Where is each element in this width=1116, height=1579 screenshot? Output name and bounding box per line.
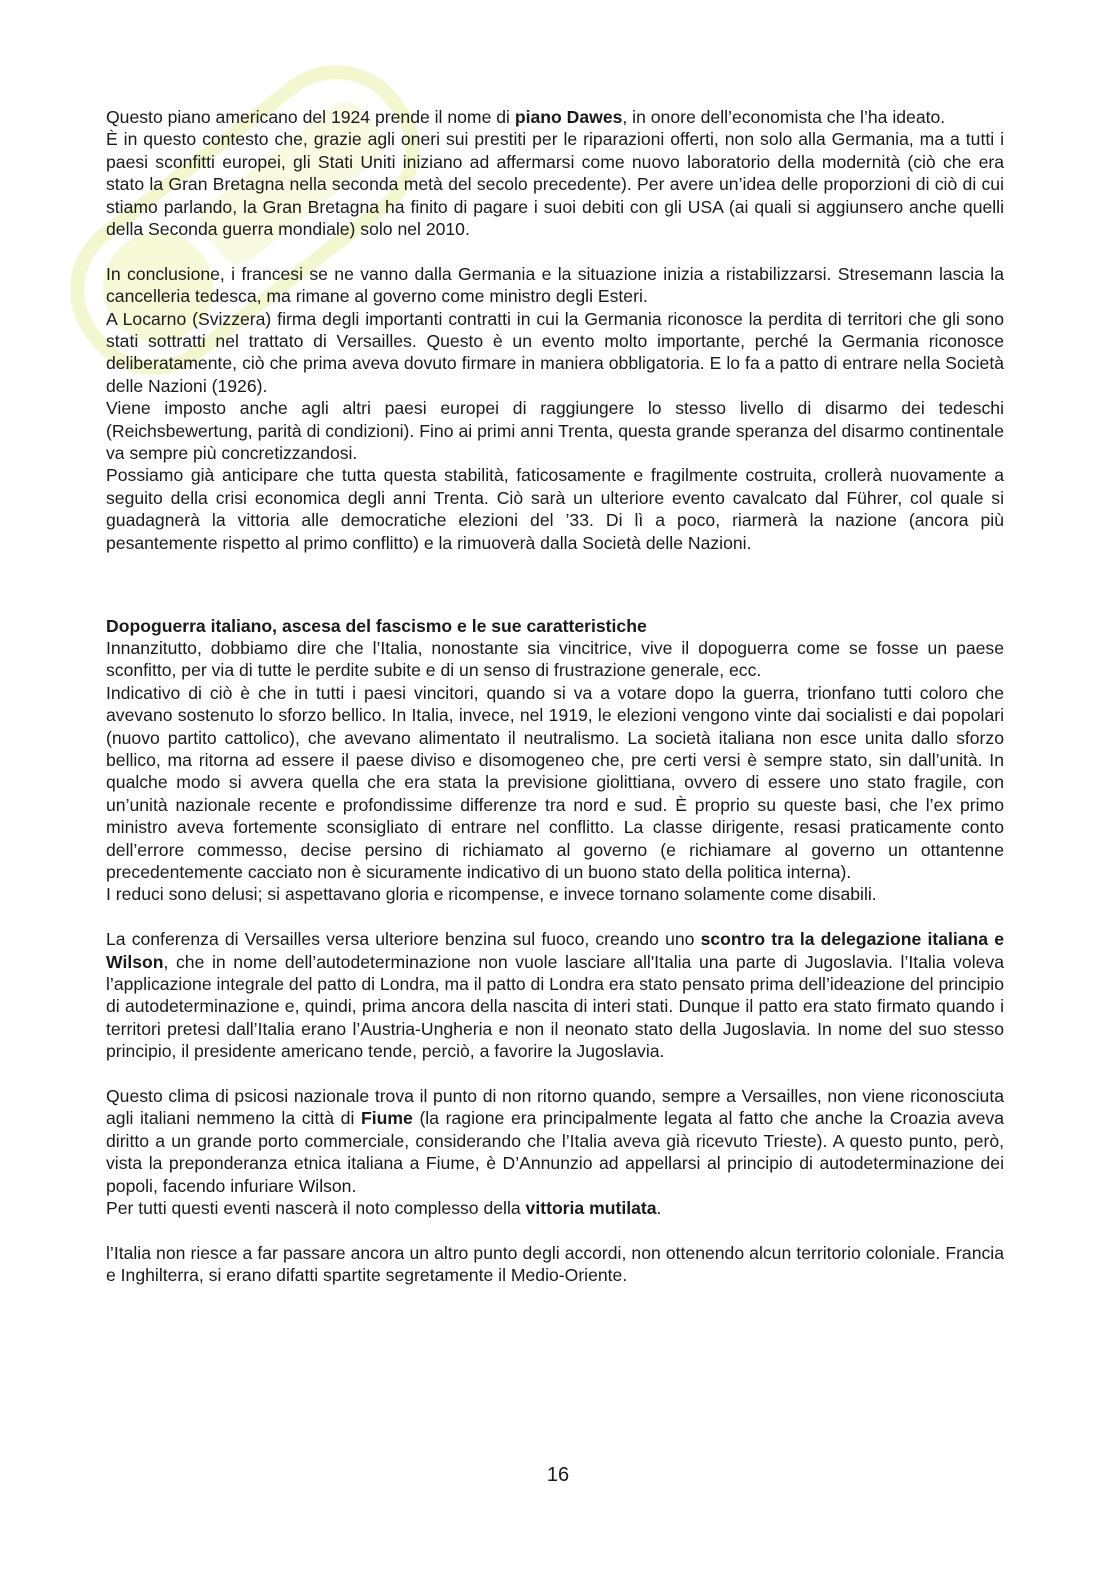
section-heading: Dopoguerra italiano, ascesa del fascismo e le sue caratteristiche	[106, 615, 647, 636]
term-fiume: Fiume	[361, 1108, 413, 1129]
paragraph-dopoguerra: Innanzitutto, dobbiamo dire che l’Italia, nonostante sia vincitrice, vive il dopoguerra come se fosse un paese sconfitto, per via di tutte le perdite subite e di un senso di frustrazione generale, ecc.	[106, 637, 1004, 681]
paragraph-stati-uniti: È in questo contesto che, grazie agli oneri sui prestiti per le riparazioni offerti, non solo alla Germania, ma a tutti i paesi sconfitti europei, gli Stati Uniti iniziano ad affermarsi come nuovo laboratorio della modernità (ciò che era stato la Gran Bretagna nella seconda metà del secolo precedente). Per avere un’idea delle proporzioni di ciò di cui stiamo parlando, la Gran Bretagna ha finito di pagare i suoi debiti con gli USA (ai quali si aggiunsero anche quelli della Seconda guerra mondiale) solo nel 2010.	[106, 129, 1004, 240]
paragraph-reduci: I reduci sono delusi; si aspettavano gloria e ricompense, e invece tornano solamente come disabili.	[106, 884, 877, 905]
paragraph-versailles: La conferenza di Versailles versa ulteriore benzina sul fuoco, creando uno scontro tra la delegazione italiana e Wilson, che in nome dell’autodeterminazione non vuole lasciare all'Italia una parte di Jugoslavia. l’Italia voleva l’applicazione integrale del patto di Londra, ma il patto di Londra era stato pensato prima dell’ideazione del principio di autodeterminazione e, quindi, prima ancora della nascita di interi stati. Dunque il patto era stato firmato quando i territori pretesi dall’Italia erano l’Austria-Ungheria e non il neonato stato della Jugoslavia. In nome del suo stesso principio, il presidente americano tende, perciò, a favorire la Jugoslavia.	[106, 929, 1004, 1062]
paragraph-crisi: Possiamo già anticipare che tutta questa stabilità, faticosamente e fragilmente costruita, crollerà nuovamente a seguito della crisi economica degli anni Trenta. Ciò sarà un ulteriore evento cavalcato dal Führer, col quale si guadagnerà la vittoria alle democratiche elezioni del ’33. Di lì a poco, riarmerà la nazione (ancora più pesantemente rispetto al primo conflitto) e la rimuoverà dalla Società delle Nazioni.	[106, 465, 1004, 553]
paragraph-locarno: A Locarno (Svizzera) firma degli importanti contratti in cui la Germania riconosce la perdita di territori che gli sono stati sottratti nel trattato di Versailles. Questo è un evento molto importante, perché la Germania riconosce deliberatamente, ciò che prima aveva dovuto firmare in maniera obbligatoria. E lo fa a patto di entrare nella Società delle Nazioni (1926).	[106, 308, 1004, 396]
page-number: 16	[546, 1464, 570, 1486]
term-vittoria-mutilata: vittoria mutilata	[525, 1198, 657, 1219]
paragraph-conclusione: In conclusione, i francesi se ne vanno dalla Germania e la situazione inizia a ristabilizzarsi. Stresemann lascia la cancelleria tedesca, ma rimane al governo come ministro degli Esteri.	[106, 263, 1004, 307]
document-page	[106, 106, 1004, 1287]
paragraph-piano-dawes: Questo piano americano del 1924 prende il nome di piano Dawes, in onore dell’economista che l’ha ideato.	[106, 107, 946, 127]
term-piano-dawes: piano Dawes	[514, 107, 623, 127]
term-scontro-wilson: scontro tra la delegazione italiana e Wilson	[106, 929, 1004, 972]
paragraph-elezioni: Indicativo di ciò è che in tutti i paesi vincitori, quando si va a votare dopo la guerra, trionfano tutti coloro che avevano sostenuto lo sforzo bellico. In Italia, invece, nel 1919, le elezioni vengono vinte dai socialisti e dai popolari (nuovo partito cattolico), che avevano alimentato il neutralismo. La società italiana non esce unita dallo sforzo bellico, ma ritorna ad essere il paese diviso e disomogeneo che, pre certi versi è sempre stato, sin dall’unità. In qualche modo si avvera quella che era stata la previsione giolittiana, ovvero di essere uno stato fragile, con un’unità nazionale recente e profondissime differenze tra nord e sud. È proprio su queste basi, che l’ex primo ministro aveva fortemente sconsigliato di entrare nel conflitto. La classe dirigente, resasi praticamente conto dell’errore commesso, decise persino di richiamato al governo (e richiamare al governo un ottantenne precedentemente cacciato non è sicuramente indicativo di un buono stato della politica interna).	[106, 682, 1004, 882]
paragraph-vittoria-mutilata: Per tutti questi eventi nascerà il noto complesso della vittoria mutilata.	[106, 1198, 662, 1219]
paragraph-coloniale: l’Italia non riesce a far passare ancora un altro punto degli accordi, non ottenendo alcun territorio coloniale. Francia e Inghilterra, si erano difatti spartite segretamente il Medio-Oriente.	[106, 1242, 1004, 1286]
paragraph-fiume: Questo clima di psicosi nazionale trova il punto di non ritorno quando, sempre a Versailles, non viene riconosciuta agli italiani nemmeno la città di Fiume (la ragione era principalmente legata al fatto che anche la Croazia aveva diritto a un grande porto commerciale, considerando che l’Italia aveva già ricevuto Trieste). A questo punto, però, vista la preponderanza etnica italiana a Fiume, è D’Annunzio ad appellarsi al principio di autodeterminazione dei popoli, facendo infuriare Wilson.	[106, 1086, 1005, 1196]
paragraph-disarmo: Viene imposto anche agli altri paesi europei di raggiungere lo stesso livello di disarmo dei tedeschi (Reichsbewertung, parità di condizioni). Fino ai primi anni Trenta, questa grande speranza del disarmo continentale va sempre più concretizzandosi.	[106, 398, 1004, 464]
